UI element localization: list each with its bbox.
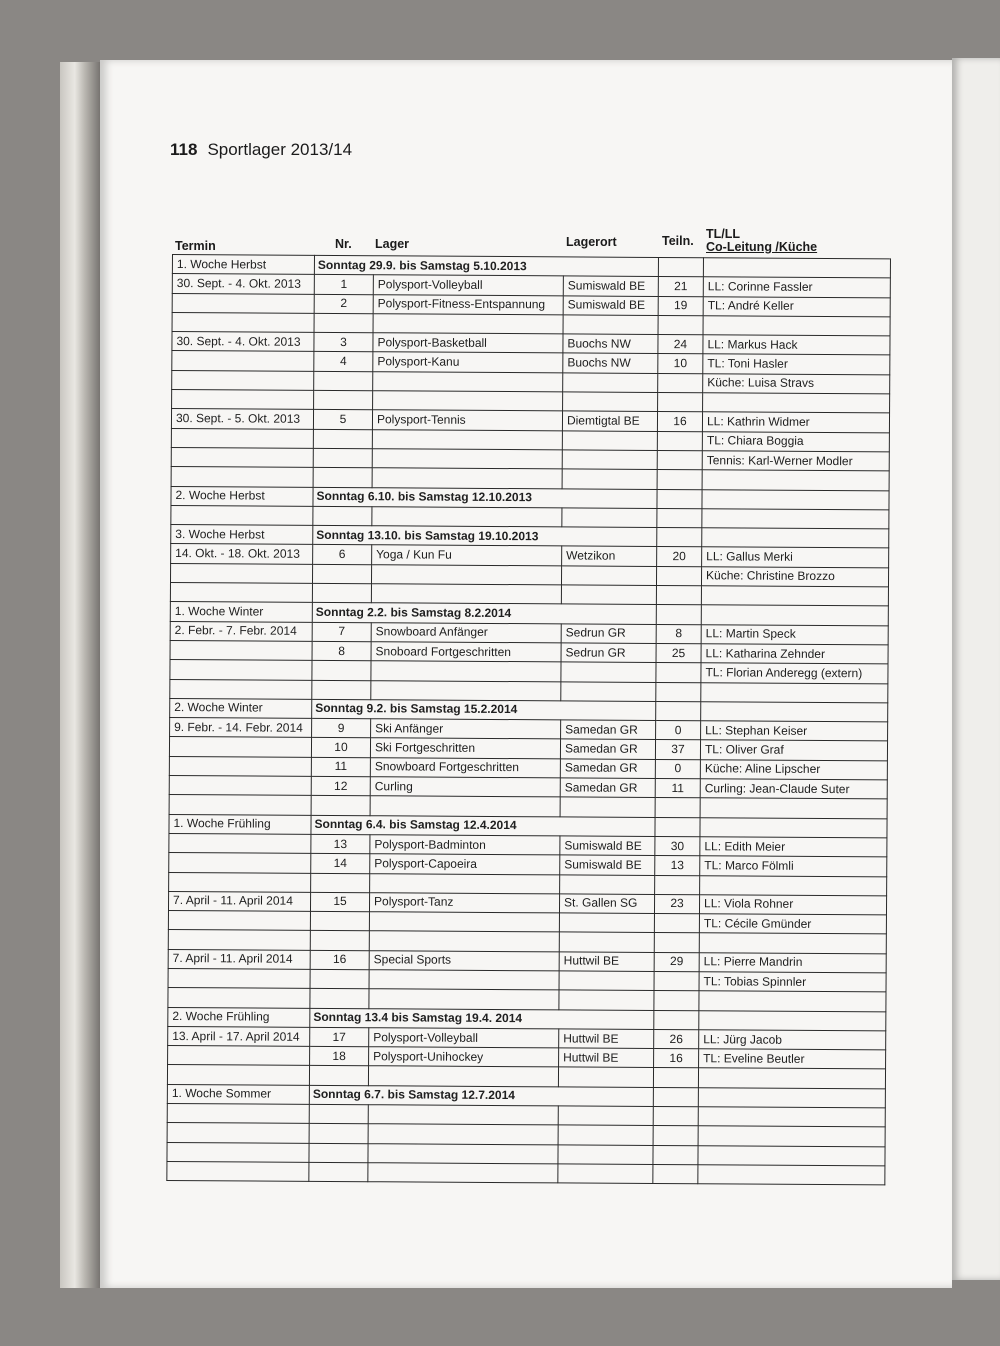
nr-cell <box>311 796 370 816</box>
leitung-cell: Küche: Luisa Stravs <box>703 374 890 394</box>
lagerort-cell <box>560 797 655 817</box>
teiln-cell: 10 <box>658 354 703 374</box>
empty-cell <box>658 257 703 277</box>
termin-cell <box>168 1046 310 1066</box>
termin-cell <box>172 351 314 371</box>
lagerort-cell <box>560 874 655 894</box>
nr-cell <box>313 506 372 526</box>
leitung-cell: LL: Pierre Mandrin <box>699 952 886 972</box>
nr-cell <box>314 313 373 333</box>
leitung-cell: LL: Viola Rohner <box>699 895 886 915</box>
lagerort-cell <box>559 932 654 952</box>
leitung-cell: TL: Oliver Graf <box>700 740 887 760</box>
week-dates-cell: Sonntag 13.10. bis Samstag 19.10.2013 <box>313 526 657 547</box>
nr-cell: 17 <box>310 1027 369 1047</box>
lager-cell <box>371 661 561 681</box>
leitung-cell <box>698 1145 885 1165</box>
leitung-cell <box>703 316 890 336</box>
lagerort-cell: Sedrun GR <box>561 624 656 644</box>
nr-cell <box>312 564 371 584</box>
empty-cell <box>702 528 889 548</box>
leitung-cell: Curling: Jean-Claude Suter <box>700 779 887 799</box>
lagerort-cell: Samedan GR <box>561 720 656 740</box>
leitung-cell: LL: Stephan Keiser <box>701 721 888 741</box>
lager-cell <box>372 449 562 469</box>
lager-cell: Polysport-Kanu <box>373 352 563 372</box>
lager-cell: Polysport-Volleyball <box>373 275 563 295</box>
nr-cell: 10 <box>311 738 370 758</box>
teiln-cell <box>653 1126 698 1146</box>
termin-cell: 14. Okt. - 18. Okt. 2013 <box>171 544 313 564</box>
leitung-cell <box>700 798 887 818</box>
teiln-cell <box>658 315 703 335</box>
nr-cell: 13 <box>311 834 370 854</box>
leitung-cell <box>698 1126 885 1146</box>
termin-cell: 30. Sept. - 5. Okt. 2013 <box>171 409 313 429</box>
table-row <box>167 1161 885 1185</box>
lagerort-cell: Sumiswald BE <box>563 276 658 296</box>
teiln-cell: 24 <box>658 335 703 355</box>
empty-cell <box>656 701 701 721</box>
termin-cell <box>167 1142 309 1162</box>
week-label-cell: 1. Woche Sommer <box>167 1084 309 1104</box>
termin-cell <box>167 1104 309 1124</box>
lagerort-cell <box>559 971 654 991</box>
termin-cell <box>172 370 314 390</box>
empty-cell <box>698 1087 885 1107</box>
leitung-cell <box>699 933 886 953</box>
nr-cell <box>310 989 369 1009</box>
week-dates-cell: Sonntag 9.2. bis Samstag 15.2.2014 <box>312 699 656 720</box>
lagerort-cell: Sumiswald BE <box>560 855 655 875</box>
empty-cell <box>656 605 701 625</box>
lagerort-cell: Huttwil BE <box>559 1029 654 1049</box>
column-header-teiln: Teiln. <box>662 234 694 248</box>
lagerort-cell: Buochs NW <box>563 353 658 373</box>
lagerort-cell: Samedan GR <box>560 759 655 779</box>
week-dates-cell: Sonntag 6.4. bis Samstag 12.4.2014 <box>311 815 655 836</box>
teiln-cell <box>656 586 701 606</box>
week-label-cell: 1. Woche Herbst <box>172 255 314 275</box>
nr-cell <box>310 969 369 989</box>
lager-cell <box>368 1163 558 1183</box>
lager-cell: Polysport-Fitness-Entspannung <box>373 294 563 314</box>
lagerort-cell: Wetzikon <box>562 546 657 566</box>
teiln-cell <box>655 798 700 818</box>
leitung-cell <box>698 1107 885 1127</box>
nr-cell: 11 <box>311 757 370 777</box>
week-dates-cell: Sonntag 6.7. bis Samstag 12.7.2014 <box>309 1085 653 1106</box>
nr-cell <box>309 1066 368 1086</box>
termin-cell: 30. Sept. - 4. Okt. 2013 <box>172 332 314 352</box>
teiln-cell <box>657 508 702 528</box>
lager-cell: Ski Anfänger <box>371 719 561 739</box>
lager-cell: Curling <box>370 777 560 797</box>
teiln-cell: 30 <box>655 836 700 856</box>
nr-cell <box>312 661 371 681</box>
leitung-cell: LL: Martin Speck <box>701 624 888 644</box>
termin-cell <box>170 679 312 699</box>
lagerort-cell: Sedrun GR <box>561 643 656 663</box>
empty-cell <box>702 489 889 509</box>
week-label-cell: 2. Woche Winter <box>170 698 312 718</box>
lager-cell <box>372 468 562 488</box>
week-label-cell: 3. Woche Herbst <box>171 525 313 545</box>
week-dates-cell: Sonntag 29.9. bis Samstag 5.10.2013 <box>314 255 658 276</box>
teiln-cell: 23 <box>654 894 699 914</box>
column-header-leitung <box>706 228 817 254</box>
termin-cell: 9. Febr. - 14. Febr. 2014 <box>170 718 312 738</box>
lager-cell: Snowboard Fortgeschritten <box>370 757 560 777</box>
leitung-cell <box>702 470 889 490</box>
empty-cell <box>699 1010 886 1030</box>
lager-cell: Ski Fortgeschritten <box>370 738 560 758</box>
lagerort-cell: Samedan GR <box>560 739 655 759</box>
week-dates-cell: Sonntag 2.2. bis Samstag 8.2.2014 <box>312 603 656 624</box>
termin-cell <box>172 312 314 332</box>
termin-cell <box>171 505 313 525</box>
leitung-cell <box>703 393 890 413</box>
week-label-cell: 1. Woche Winter <box>170 602 312 622</box>
teiln-cell <box>654 914 699 934</box>
nr-cell <box>312 680 371 700</box>
teiln-cell: 21 <box>658 277 703 297</box>
week-dates-cell: Sonntag 13.4 bis Samstag 19.4. 2014 <box>310 1008 654 1029</box>
lager-cell <box>368 1105 558 1125</box>
termin-cell <box>169 756 311 776</box>
nr-cell <box>309 1124 368 1144</box>
lagerort-cell <box>562 450 657 470</box>
lagerort-cell <box>563 373 658 393</box>
nr-cell <box>309 1104 368 1124</box>
lager-cell: Snoboard Fortgeschritten <box>371 642 561 662</box>
lager-cell: Snowboard Anfänger <box>371 622 561 642</box>
schedule-body <box>167 255 891 1186</box>
nr-cell: 3 <box>314 333 373 353</box>
column-header-lagerort: Lagerort <box>566 235 617 249</box>
leitung-cell: TL: Florian Anderegg (extern) <box>701 663 888 683</box>
leitung-cell <box>698 1165 885 1185</box>
lagerort-cell: Huttwil BE <box>559 1048 654 1068</box>
teiln-cell <box>655 875 700 895</box>
lager-cell <box>368 1066 558 1086</box>
page-header <box>170 140 352 160</box>
teiln-cell <box>653 1164 698 1184</box>
leitung-cell <box>698 1068 885 1088</box>
lager-cell <box>373 314 563 334</box>
termin-cell: 13. April - 17. April 2014 <box>168 1026 310 1046</box>
lager-cell <box>368 1143 558 1163</box>
termin-cell <box>169 872 311 892</box>
teiln-cell: 19 <box>658 296 703 316</box>
termin-cell <box>170 563 312 583</box>
lagerort-cell <box>558 1067 653 1087</box>
leitung-cell: LL: Edith Meier <box>700 837 887 857</box>
teiln-cell: 13 <box>655 856 700 876</box>
lagerort-cell: Samedan GR <box>560 778 655 798</box>
termin-cell <box>167 1161 309 1181</box>
column-header-lager: Lager <box>375 237 410 251</box>
nr-cell <box>310 931 369 951</box>
termin-cell <box>168 968 310 988</box>
termin-cell: 30. Sept. - 4. Okt. 2013 <box>172 274 314 294</box>
teiln-cell <box>654 971 699 991</box>
lagerort-cell <box>562 469 657 489</box>
empty-cell <box>701 605 888 625</box>
nr-cell <box>312 583 371 603</box>
termin-cell <box>169 737 311 757</box>
termin-cell: 7. April - 11. April 2014 <box>168 891 310 911</box>
nr-cell: 1 <box>314 275 373 295</box>
termin-cell: 7. April - 11. April 2014 <box>168 949 310 969</box>
lager-cell <box>369 970 559 990</box>
leitung-cell: Küche: Aline Lipscher <box>700 759 887 779</box>
teiln-cell <box>657 450 702 470</box>
nr-cell <box>310 911 369 931</box>
nr-cell <box>309 1143 368 1163</box>
nr-cell <box>313 448 372 468</box>
empty-cell <box>703 258 890 278</box>
termin-cell <box>170 640 312 660</box>
nr-cell: 8 <box>312 641 371 661</box>
leitung-cell: Küche: Christine Brozzo <box>701 566 888 586</box>
termin-cell <box>167 1065 309 1085</box>
lagerort-cell: St. Gallen SG <box>559 894 654 914</box>
lagerort-cell <box>558 1106 653 1126</box>
week-dates-cell: Sonntag 6.10. bis Samstag 12.10.2013 <box>313 487 657 508</box>
empty-cell <box>653 1087 698 1107</box>
book-page-edges <box>60 62 102 1288</box>
lager-cell <box>369 989 559 1009</box>
teiln-cell: 25 <box>656 643 701 663</box>
termin-cell: 2. Febr. - 7. Febr. 2014 <box>170 621 312 641</box>
leitung-cell: LL: Corinne Fassler <box>703 277 890 297</box>
lager-cell <box>370 796 560 816</box>
termin-cell <box>169 853 311 873</box>
lager-cell: Polysport-Volleyball <box>369 1028 559 1048</box>
nr-cell: 9 <box>312 718 371 738</box>
lager-cell: Polysport-Tennis <box>372 410 562 430</box>
leitung-cell: TL: Toni Hasler <box>703 354 890 374</box>
teiln-cell: 0 <box>656 721 701 741</box>
nr-cell: 18 <box>310 1047 369 1067</box>
nr-cell <box>313 429 372 449</box>
leitung-cell <box>702 509 889 529</box>
nr-cell: 6 <box>313 545 372 565</box>
leitung-cell: LL: Gallus Merki <box>702 547 889 567</box>
leitung-cell <box>701 682 888 702</box>
lagerort-cell: Buochs NW <box>563 334 658 354</box>
leitung-cell: TL: Chiara Boggia <box>702 431 889 451</box>
lagerort-cell <box>563 392 658 412</box>
teiln-cell: 0 <box>655 759 700 779</box>
teiln-cell <box>658 373 703 393</box>
lager-cell <box>369 931 559 951</box>
nr-cell: 14 <box>311 854 370 874</box>
lager-cell <box>372 429 562 449</box>
termin-cell <box>171 447 313 467</box>
lager-cell <box>373 391 563 411</box>
termin-cell <box>172 390 314 410</box>
leitung-cell: LL: Jürg Jacob <box>699 1030 886 1050</box>
teiln-cell: 20 <box>657 547 702 567</box>
termin-cell <box>170 660 312 680</box>
page-title: Sportlager 2013/14 <box>207 140 353 159</box>
lagerort-cell <box>562 431 657 451</box>
termin-cell <box>169 833 311 853</box>
lagerort-cell <box>561 566 656 586</box>
lager-cell: Polysport-Unihockey <box>369 1047 559 1067</box>
lager-cell <box>370 873 560 893</box>
leitung-cell: LL: Markus Hack <box>703 335 890 355</box>
leitung-cell: TL: Eveline Beutler <box>699 1049 886 1069</box>
lager-cell <box>371 680 561 700</box>
empty-cell <box>657 528 702 548</box>
empty-cell <box>654 1010 699 1030</box>
week-label-cell: 1. Woche Frühling <box>169 814 311 834</box>
lager-cell <box>368 1124 558 1144</box>
leitung-cell <box>699 991 886 1011</box>
empty-cell <box>701 702 888 722</box>
column-header-leitung-line2: Co-Leitung /Küche <box>706 240 818 254</box>
termin-cell <box>168 911 310 931</box>
teiln-cell <box>656 566 701 586</box>
empty-cell <box>655 817 700 837</box>
teiln-cell: 37 <box>655 740 700 760</box>
lagerort-cell <box>558 1145 653 1165</box>
nr-cell <box>309 1162 368 1182</box>
nr-cell: 4 <box>314 352 373 372</box>
nr-cell <box>314 371 373 391</box>
facing-page-edge <box>952 58 1000 1280</box>
leitung-cell: TL: Tobias Spinnler <box>699 972 886 992</box>
nr-cell <box>314 390 373 410</box>
lager-cell: Polysport-Tanz <box>369 893 559 913</box>
lagerort-cell <box>559 913 654 933</box>
lager-cell <box>372 507 562 527</box>
leitung-cell: TL: Cécile Gmünder <box>699 914 886 934</box>
lagerort-cell <box>559 990 654 1010</box>
lagerort-cell <box>561 681 656 701</box>
teiln-cell: 29 <box>654 952 699 972</box>
lager-cell <box>373 372 563 392</box>
lagerort-cell: Huttwil BE <box>559 952 654 972</box>
lager-cell: Yoga / Kun Fu <box>372 545 562 565</box>
nr-cell: 5 <box>313 410 372 430</box>
teiln-cell <box>653 1145 698 1165</box>
leitung-cell: LL: Katharina Zehnder <box>701 644 888 664</box>
teiln-cell: 11 <box>655 778 700 798</box>
termin-cell <box>169 795 311 815</box>
nr-cell: 15 <box>310 892 369 912</box>
termin-cell <box>170 583 312 603</box>
teiln-cell <box>654 933 699 953</box>
teiln-cell <box>657 470 702 490</box>
teiln-cell <box>656 663 701 683</box>
teiln-cell <box>654 991 699 1011</box>
teiln-cell <box>653 1068 698 1088</box>
lagerort-cell <box>558 1164 653 1184</box>
termin-cell <box>168 988 310 1008</box>
teiln-cell: 26 <box>654 1029 699 1049</box>
teiln-cell: 8 <box>656 624 701 644</box>
nr-cell: 12 <box>311 776 370 796</box>
lagerort-cell <box>561 585 656 605</box>
teiln-cell <box>657 431 702 451</box>
lager-cell: Special Sports <box>369 950 559 970</box>
nr-cell: 7 <box>312 622 371 642</box>
leitung-cell: LL: Kathrin Widmer <box>702 412 889 432</box>
empty-cell <box>700 817 887 837</box>
page-number: 118 <box>170 140 198 159</box>
column-header-leitung-line1: TL/LL <box>706 227 741 241</box>
week-label-cell: 2. Woche Herbst <box>171 486 313 506</box>
lagerort-cell <box>562 508 657 528</box>
lager-cell: Polysport-Basketball <box>373 333 563 353</box>
camp-schedule-table <box>166 254 891 1186</box>
termin-cell <box>167 1123 309 1143</box>
termin-cell <box>171 467 313 487</box>
lager-cell: Polysport-Badminton <box>370 835 560 855</box>
column-header-termin: Termin <box>175 239 216 253</box>
lagerort-cell <box>561 662 656 682</box>
leitung-cell <box>701 586 888 606</box>
teiln-cell <box>658 393 703 413</box>
lagerort-cell <box>558 1125 653 1145</box>
nr-cell <box>313 468 372 488</box>
lagerort-cell: Diemtigtal BE <box>562 411 657 431</box>
termin-cell <box>172 293 314 313</box>
termin-cell <box>171 428 313 448</box>
nr-cell: 2 <box>314 294 373 314</box>
lager-cell: Polysport-Capoeira <box>370 854 560 874</box>
lager-cell <box>371 584 561 604</box>
nr-cell <box>311 873 370 893</box>
teiln-cell: 16 <box>654 1049 699 1069</box>
lager-cell <box>371 564 561 584</box>
teiln-cell <box>653 1107 698 1127</box>
leitung-cell <box>700 875 887 895</box>
column-header-nr: Nr. <box>335 237 352 251</box>
teiln-cell: 16 <box>657 412 702 432</box>
leitung-cell: Tennis: Karl-Werner Modler <box>702 451 889 471</box>
lagerort-cell: Sumiswald BE <box>563 295 658 315</box>
lagerort-cell: Sumiswald BE <box>560 836 655 856</box>
lagerort-cell <box>563 315 658 335</box>
empty-cell <box>657 489 702 509</box>
termin-cell <box>169 776 311 796</box>
teiln-cell <box>656 682 701 702</box>
termin-cell <box>168 930 310 950</box>
week-label-cell: 2. Woche Frühling <box>168 1007 310 1027</box>
leitung-cell: TL: Marco Fölmli <box>700 856 887 876</box>
leitung-cell: TL: André Keller <box>703 296 890 316</box>
lager-cell <box>369 912 559 932</box>
nr-cell: 16 <box>310 950 369 970</box>
